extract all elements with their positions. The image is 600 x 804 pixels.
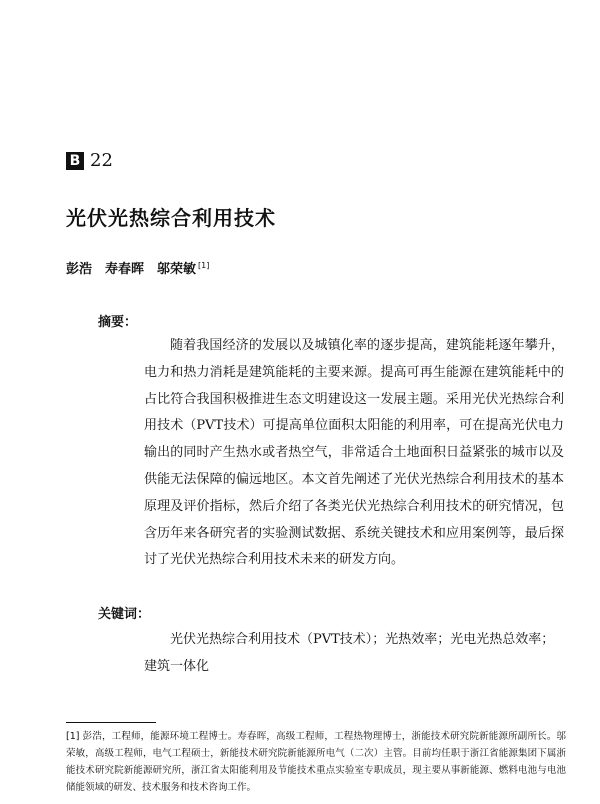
abstract-text: 随着我国经济的发展以及城镇化率的逐步提高，建筑能耗逐年攀升，电力和热力消耗是建筑能耗的主要来源。提高可再生能源在建筑能耗中的占比符合我国积极推进生态文明建设这一发展主题。采用光伏光热综合利用技术（PVT技术）可提高单位面积太阳能的利用率，可在提高光伏电力输出的同时产生热水或者热空气，非常适合土地面积日益紧张的城市以及供能无法保障的偏远地区。本文首先阐述了光伏光热综合利用技术的基本原理及评价指标，然后介绍了各类光伏光热综合利用技术的研究情况，包含历年来各研究者的实验测试数据、系统关键技术和应用案例等，最后探讨了光伏光热综合利用技术未来的研发方向。: [144, 338, 564, 568]
keywords-text: 光伏光热综合利用技术（PVT技术）；光热效率；光电光热总效率；建筑一体化: [144, 632, 555, 674]
chapter-number: 22: [90, 150, 113, 171]
article-title: 光伏光热综合利用技术: [66, 206, 276, 230]
footnote-ref[interactable]: [1]: [198, 260, 210, 270]
author-names: 彭浩 寿春晖 邬荣敏: [66, 262, 197, 277]
authors-line: [66, 258, 209, 277]
abstract-label: 摘要：: [98, 315, 138, 330]
keywords-label: 关键词：: [98, 607, 151, 622]
chapter-badge: B: [66, 152, 84, 170]
chapter-heading: [66, 150, 113, 171]
author-footnote: [1] 彭浩，工程师，能源环境工程博士。寿春晖，高级工程师，工程热物理博士，浙能技术研究院新能源所副所长。邬荣敏，高级工程师，电气工程硕士，新能技术研究院新能源所电气（二次）主管。目前均任职于浙江省能源集团下属浙能技术研究院新能源研究所，浙江省太阳能利用及节能技术重点实验室专职成员，现主要从事新能源、燃料电池与电池储能领域的研发、技术服务和技术咨询工作。: [66, 731, 566, 793]
footnote-divider: [66, 722, 156, 723]
